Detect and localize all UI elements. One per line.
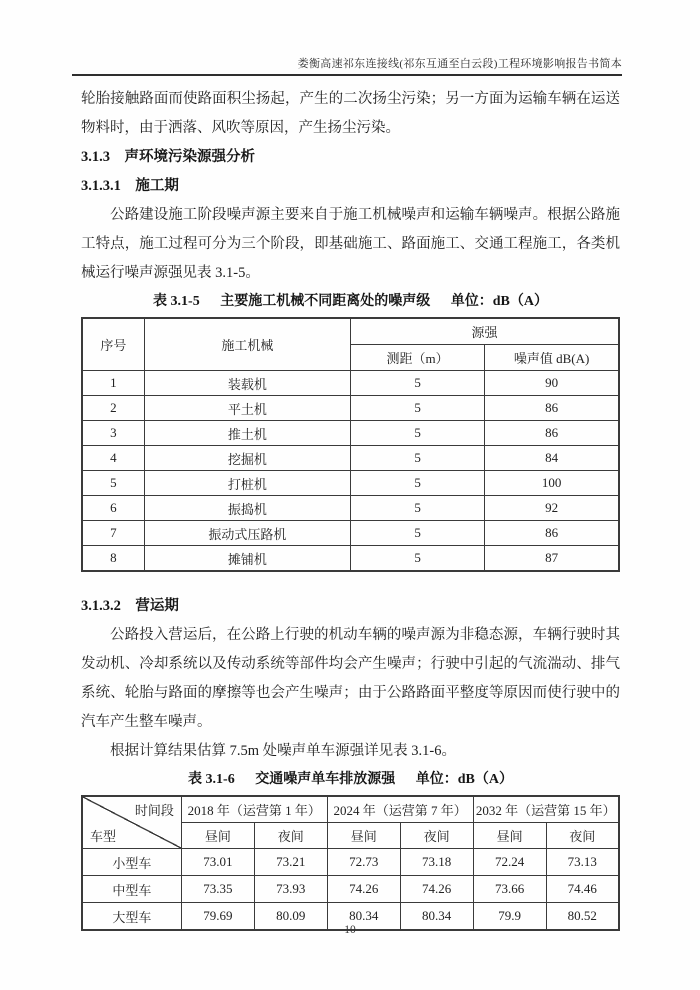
cell-distance: 5: [350, 421, 484, 446]
table-row: [82, 371, 619, 396]
page-content: [81, 85, 620, 931]
cell-value: 72.73: [327, 849, 400, 876]
cell-value: 74.26: [327, 876, 400, 903]
table-3-1-5-caption-title: 主要施工机械不同距离处的噪声级: [220, 294, 431, 309]
cell-seq: 1: [82, 371, 144, 396]
cell-machine: 打桩机: [144, 471, 350, 496]
cell-distance: 5: [350, 521, 484, 546]
table-row: [82, 521, 619, 546]
cell-noise: 90: [485, 371, 619, 396]
cell-distance: 5: [350, 471, 484, 496]
cell-machine: 装载机: [144, 371, 350, 396]
cell-seq: 3: [82, 421, 144, 446]
cell-seq: 4: [82, 446, 144, 471]
cell-distance: 5: [350, 371, 484, 396]
paragraph-operation-noise: 公路投入营运后，在公路上行驶的机动车辆的噪声源为非稳态源，车辆行驶时其发动机、冷却系统以及传动系统等部件均会产生噪声；行驶中引起的气流湍动、排气系统、轮胎与路面的摩擦等也会产生噪声；由于公路路面平整度等原因而使行驶中的汽车产生整车噪声。: [81, 627, 620, 730]
cell-value: 80.52: [546, 903, 619, 931]
paragraph-estimate: 根据计算结果估算 7.5m 处噪声单车源强详见表 3.1-6。: [110, 743, 456, 759]
table-3-1-5: [81, 317, 620, 572]
cell-noise: 86: [485, 421, 619, 446]
table-header-row: [82, 796, 619, 823]
table-3-1-5-caption-label: 表 3.1-5: [153, 294, 200, 309]
table-3-1-5-caption-unit: 单位：dB（A）: [450, 294, 548, 309]
cell-machine: 平土机: [144, 396, 350, 421]
cell-value: 80.09: [254, 903, 327, 931]
cell-value: 80.34: [327, 903, 400, 931]
cell-value: 73.21: [254, 849, 327, 876]
heading-3-1-3-1: 3.1.3.1 施工期: [81, 178, 179, 194]
cell-value: 73.66: [473, 876, 546, 903]
cell-distance: 5: [350, 446, 484, 471]
cell-noise: 100: [485, 471, 619, 496]
cell-machine: 振动式压路机: [144, 521, 350, 546]
cell-seq: 5: [82, 471, 144, 496]
column-header-night: 夜间: [546, 823, 619, 849]
column-header-year-2032: 2032 年（运营第 15 年）: [473, 796, 619, 823]
column-header-night: 夜间: [400, 823, 473, 849]
table-row: [82, 546, 619, 572]
cell-machine: 推土机: [144, 421, 350, 446]
page-number: 10: [344, 924, 356, 936]
table-header-row: [82, 318, 619, 345]
table-3-1-5-caption: [81, 289, 620, 315]
column-header-year-2018: 2018 年（运营第 1 年）: [181, 796, 327, 823]
column-header-noise: 噪声值 dB(A): [485, 345, 619, 371]
column-header-machine: 施工机械: [144, 318, 350, 371]
cell-value: 73.13: [546, 849, 619, 876]
table-row: [82, 396, 619, 421]
column-header-distance: 测距（m）: [350, 345, 484, 371]
column-header-day: 昼间: [327, 823, 400, 849]
paragraph-construction-noise: 公路建设施工阶段噪声源主要来自于施工机械噪声和运输车辆噪声。根据公路施工特点，施工过程可分为三个阶段，即基础施工、路面施工、交通工程施工，各类机械运行噪声源强见表 3.1-5。: [81, 207, 620, 281]
diagonal-header-period: 时间段: [134, 803, 174, 818]
cell-machine: 摊铺机: [144, 546, 350, 572]
heading-3-1-3: 3.1.3 声环境污染源强分析: [81, 149, 255, 165]
cell-value: 73.93: [254, 876, 327, 903]
cell-value: 74.26: [400, 876, 473, 903]
cell-machine: 振捣机: [144, 496, 350, 521]
cell-seq: 2: [82, 396, 144, 421]
table-3-1-6-caption-unit: 单位：dB（A）: [415, 772, 513, 787]
cell-value: 73.35: [181, 876, 254, 903]
diagonal-header-cell: [82, 796, 181, 849]
cell-value: 79.9: [473, 903, 546, 931]
column-header-year-2024: 2024 年（运营第 7 年）: [327, 796, 473, 823]
running-header: 娄衡高速祁东连接线(祁东互通至白云段)工程环境影响报告书简本: [297, 58, 622, 70]
cell-seq: 7: [82, 521, 144, 546]
column-header-night: 夜间: [254, 823, 327, 849]
cell-vehicle-type: 大型车: [82, 903, 181, 931]
cell-noise: 86: [485, 396, 619, 421]
cell-noise: 86: [485, 521, 619, 546]
cell-value: 80.34: [400, 903, 473, 931]
cell-value: 74.46: [546, 876, 619, 903]
diagonal-header-vehicle-type: 车型: [90, 829, 117, 844]
table-3-1-6-caption-title: 交通噪声单车排放源强: [255, 772, 396, 787]
table-row: [82, 849, 619, 876]
cell-value: 73.18: [400, 849, 473, 876]
cell-seq: 8: [82, 546, 144, 572]
table-3-1-6: [81, 795, 620, 931]
cell-distance: 5: [350, 496, 484, 521]
heading-3-1-3-2: 3.1.3.2 营运期: [81, 598, 179, 614]
table-row: [82, 496, 619, 521]
cell-vehicle-type: 中型车: [82, 876, 181, 903]
column-header-day: 昼间: [181, 823, 254, 849]
column-header-day: 昼间: [473, 823, 546, 849]
cell-value: 79.69: [181, 903, 254, 931]
column-header-seq: 序号: [82, 318, 144, 371]
table-row: [82, 471, 619, 496]
cell-distance: 5: [350, 546, 484, 572]
cell-seq: 6: [82, 496, 144, 521]
cell-value: 72.24: [473, 849, 546, 876]
cell-value: 73.01: [181, 849, 254, 876]
paragraph-dust-pollution: 轮胎接触路面而使路面积尘扬起，产生的二次扬尘污染；另一方面为运输车辆在运送物料时，由于洒落、风吹等原因，产生扬尘污染。: [81, 91, 620, 136]
table-row: [82, 446, 619, 471]
cell-noise: 87: [485, 546, 619, 572]
cell-distance: 5: [350, 396, 484, 421]
table-3-1-6-caption-label: 表 3.1-6: [188, 772, 235, 787]
cell-machine: 挖掘机: [144, 446, 350, 471]
table-row: [82, 421, 619, 446]
cell-noise: 92: [485, 496, 619, 521]
header-rule: [72, 74, 622, 76]
cell-noise: 84: [485, 446, 619, 471]
table-3-1-6-caption: [81, 767, 620, 793]
table-row: [82, 876, 619, 903]
cell-vehicle-type: 小型车: [82, 849, 181, 876]
column-header-source: 源强: [350, 318, 619, 345]
